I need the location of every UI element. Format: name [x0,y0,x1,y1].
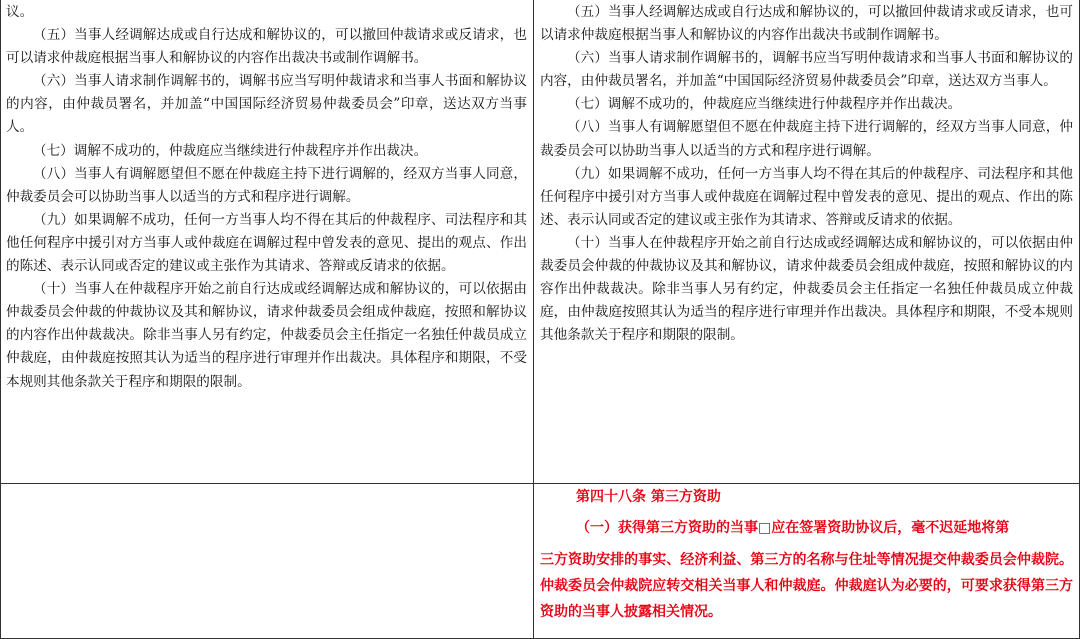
right-para-1: （六）当事人请求制作调解书的，调解书应当写明仲裁请求和当事人书面和解协议的内容，由仲裁员署名，并加盖“中国国际经济贸易仲裁委员会”印章，送达双方当事人。 [540,50,1073,90]
left-para-4: （八）当事人有调解愿望但不愿在仲裁庭主持下进行调解的，经双方当事人同意，仲裁委员会可以协助当事人以适当的方式和程序进行调解。 [6,165,527,205]
right-para-3: （八）当事人有调解愿望但不愿在仲裁庭主持下进行调解的，经双方当事人同意，仲裁委员会可以协助当事人以适当的方式和程序进行调解。 [540,119,1073,159]
right-para-0: （五）当事人经调解达成或自行达成和解协议的，可以撤回仲裁请求或反请求，也可以请求仲裁庭根据当事人和解协议的内容作出裁决书或制作调解书。 [540,4,1073,44]
left-para-0: 议。 [6,4,34,20]
left-para-2: （六）当事人请求制作调解书的，调解书应当写明仲裁请求和当事人书面和解协议的内容，由仲裁员署名，并加盖“中国国际经济贸易仲裁委员会”印章，送达双方当事人。 [6,73,527,136]
new-article-cell [540,487,1073,637]
left-para-6: （十）当事人在仲裁程序开始之前自行达成或经调解达成和解协议的，可以依据由仲裁委员会仲裁的仲裁协议及其和解协议，请求仲裁委员会组成仲裁庭，按照和解协议的内容作出仲裁裁决。除非当事人另有约定，仲裁委员会主任指定一名独任仲裁员成立仲裁庭，由仲裁庭按照其认为适当的程序进行审理并作出裁决。具体程序和期限，不受本规则其他条款关于程序和期限的限制。 [6,281,527,390]
left-column-text [6,1,527,481]
right-column-text [540,1,1073,481]
left-para-1: （五）当事人经调解达成或自行达成和解协议的，可以撤回仲裁请求或反请求，也可以请求仲裁庭根据当事人和解协议的内容作出裁决书或制作调解书。 [6,27,527,67]
new-article-body-first-line: （一）获得第三方资助的当事□应在签署资助协议后，毫不迟延地将第 [576,520,1010,536]
empty-left-cell [1,484,533,638]
new-article-title: 第四十八条 第三方资助 [576,489,721,505]
new-article-body-rest: 三方资助安排的事实、经济利益、第三方的名称与住址等情况提交仲裁委员会仲裁院。仲裁委员会仲裁院应转交相关当事人和仲裁庭。仲裁庭认为必要的，可要求获得第三方资助的当事人披露相关情况。 [540,552,1073,620]
right-para-4: （九）如果调解不成功，任何一方当事人均不得在其后的仲裁程序、司法程序和其他任何程序中援引对方当事人或仲裁庭在调解过程中曾发表的意见、提出的观点、作出的陈述、表示认同或否定的建议或主张作为其请求、答辩或反请求的依据。 [540,165,1073,228]
right-para-5: （十）当事人在仲裁程序开始之前自行达成或经调解达成和解协议的，可以依据由仲裁委员会仲裁的仲裁协议及其和解协议，请求仲裁委员会组成仲裁庭，按照和解协议的内容作出仲裁裁决。除非当事人另有约定，仲裁委员会主任指定一名独任仲裁员成立仲裁庭，由仲裁庭按照其认为适当的程序进行审理并作出裁决。具体程序和期限，不受本规则其他条款关于程序和期限的限制。 [540,234,1073,344]
right-para-2: （七）调解不成功的，仲裁庭应当继续进行仲裁程序并作出裁决。 [567,96,962,113]
left-para-5: （九）如果调解不成功，任何一方当事人均不得在其后的仲裁程序、司法程序和其他任何程序中援引对方当事人或仲裁庭在调解过程中曾发表的意见、提出的观点、作出的陈述、表示认同或否定的建议或主张作为其请求、答辩或反请求的依据。 [6,211,527,275]
column-divider [533,0,534,639]
left-para-3: （七）调解不成功的，仲裁庭应当继续进行仲裁程序并作出裁决。 [33,142,428,159]
